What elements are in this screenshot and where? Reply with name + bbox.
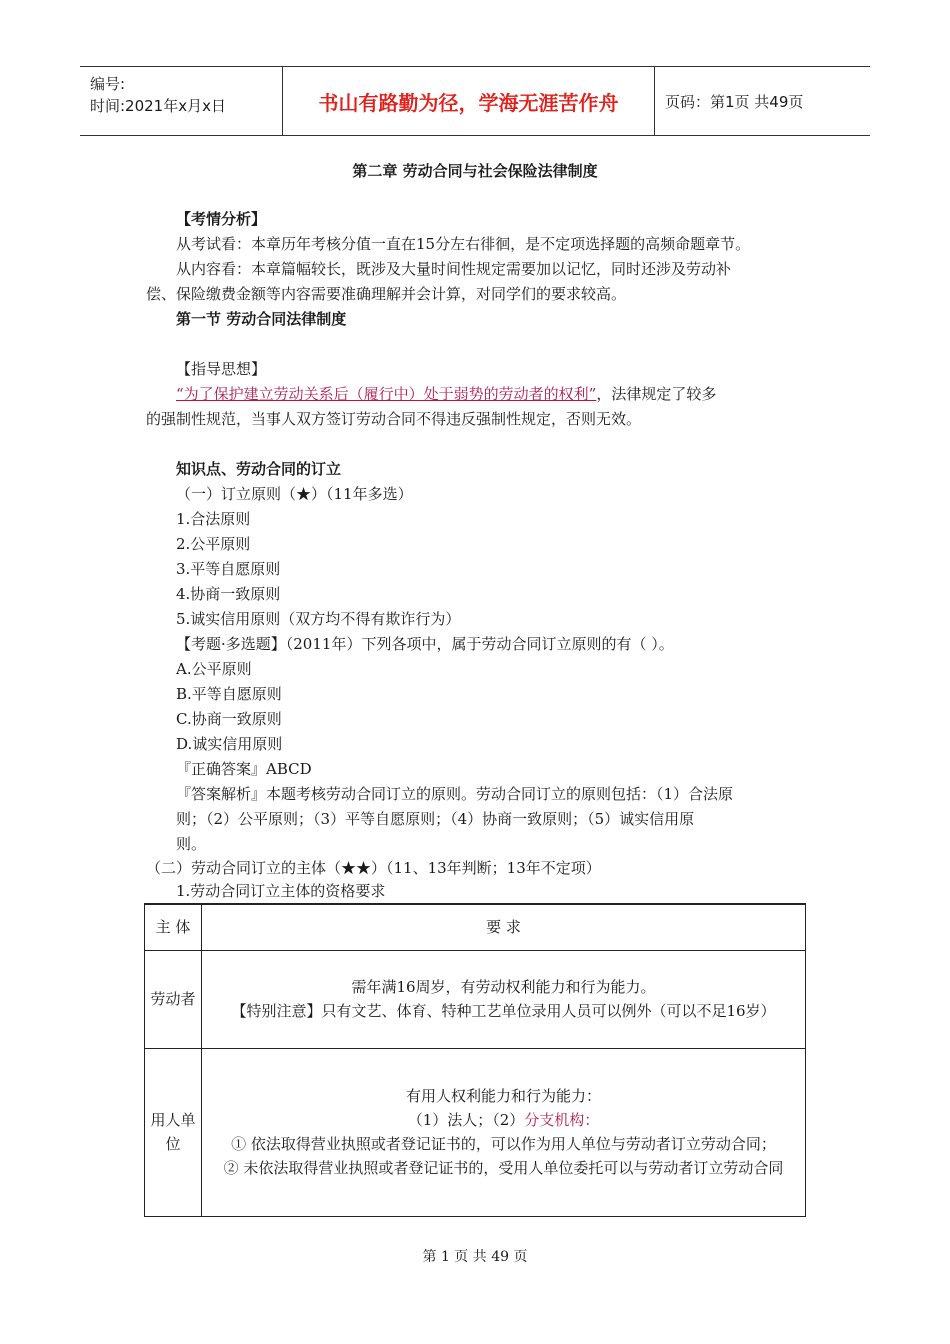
guide-heading: 【指导思想】 [176, 360, 267, 378]
guide-line: 的强制性规范，当事人双方签订劳动合同不得违反强制性规定，否则无效。 [146, 410, 642, 428]
doc-number-label: 编号: [90, 75, 126, 93]
question-option: B.平等自愿原则 [176, 685, 282, 703]
principle-item: 5.诚实信用原则（双方均不得有欺诈行为） [176, 610, 461, 628]
question-answer: 『正确答案』ABCD [176, 760, 312, 778]
header-motto: 书山有路勤为径，学海无涯苦作舟 [282, 67, 655, 135]
exam-analysis-line: 从考试看：本章历年考核分值一直在15分左右徘徊，是不定项选择题的高频命题章节。 [176, 235, 751, 253]
question-option: C.协商一致原则 [176, 710, 282, 728]
employer-req-line: 有用人权利能力和行为能力： [405, 1087, 601, 1105]
chapter-title: 第二章 劳动合同与社会保险法律制度 [352, 162, 598, 180]
employer-req-line [210, 1108, 797, 1132]
guide-line-rest: ，法律规定了较多 [596, 385, 717, 403]
subjects-sub-heading: 1.劳动合同订立主体的资格要求 [176, 882, 386, 900]
table-row [145, 950, 806, 1048]
header-meta [80, 67, 282, 135]
exam-analysis-line: 偿、保险缴费金额等内容需要准确理解并会计算，对同学们的要求较高。 [146, 285, 627, 303]
question-analysis: 则；（2）公平原则；（3）平等自愿原则；（4）协商一致原则；（5）诚实信用原 [176, 810, 695, 828]
question-option: A.公平原则 [176, 660, 252, 678]
worker-req-line: 需年满16周岁，有劳动权利能力和行为能力。 [351, 978, 656, 996]
question-stem: 【考题·多选题】（2011年）下列各项中，属于劳动合同订立原则的有（ ）。 [176, 635, 674, 653]
table-cell-worker-req [202, 950, 806, 1048]
question-analysis: 『答案解析』本题考核劳动合同订立的原则。劳动合同订立的原则包括：（1）合法原 [176, 785, 734, 803]
guide-quote: “为了保护建立劳动关系后（履行中）处于弱势的劳动者的权利” [176, 385, 597, 403]
section-title: 第一节 劳动合同法律制度 [176, 310, 347, 328]
table-cell-employer-label: 用人单位 [145, 1048, 202, 1216]
principle-item: 1.合法原则 [176, 510, 251, 528]
employer-req-line: ① 依法取得营业执照或者登记证书的，可以作为用人单位与劳动者订立劳动合同； [231, 1135, 776, 1153]
doc-time-label: 时间:2021年x月x日 [90, 97, 226, 115]
subject-requirements-table [144, 903, 806, 1217]
principle-item: 3.平等自愿原则 [176, 560, 281, 578]
principles-heading: （一）订立原则（★）（11年多选） [176, 485, 413, 503]
worker-req-line: 【特别注意】只有文艺、体育、特种工艺单位录用人员可以例外（可以不足16岁） [231, 1002, 776, 1020]
table-row [145, 1048, 806, 1216]
table-cell-worker-label: 劳动者 [145, 950, 202, 1048]
header-page-info: 页码：第1页 共49页 [665, 92, 804, 111]
guide-line [176, 384, 716, 404]
exam-analysis-heading: 【考情分析】 [176, 210, 267, 228]
employer-req-line: ② 未依法取得营业执照或者登记证书的，受用人单位委托可以与劳动者订立劳动合同 [223, 1159, 784, 1177]
page-footer: 第 1 页 共 49 页 [422, 1249, 528, 1265]
principle-item: 4.协商一致原则 [176, 585, 281, 603]
table-header-subject: 主 体 [145, 904, 202, 950]
page-header [80, 66, 870, 136]
knowledge-title: 知识点、劳动合同的订立 [176, 460, 342, 478]
table-header-requirement: 要 求 [202, 904, 806, 950]
table-header-row [145, 904, 806, 950]
exam-analysis-line: 从内容看：本章篇幅较长，既涉及大量时间性规定需要加以记忆，同时还涉及劳动补 [176, 260, 732, 278]
question-analysis: 则。 [176, 835, 207, 853]
principle-item: 2.公平原则 [176, 535, 251, 553]
subjects-heading: （二）劳动合同订立的主体（★★）（11、13年判断；13年不定项） [146, 859, 601, 877]
question-option: D.诚实信用原则 [176, 735, 283, 753]
table-cell-employer-req [202, 1048, 806, 1216]
employer-req-branch: 分支机构： [524, 1111, 600, 1129]
employer-req-legal-person: （1）法人；（2） [407, 1111, 525, 1129]
